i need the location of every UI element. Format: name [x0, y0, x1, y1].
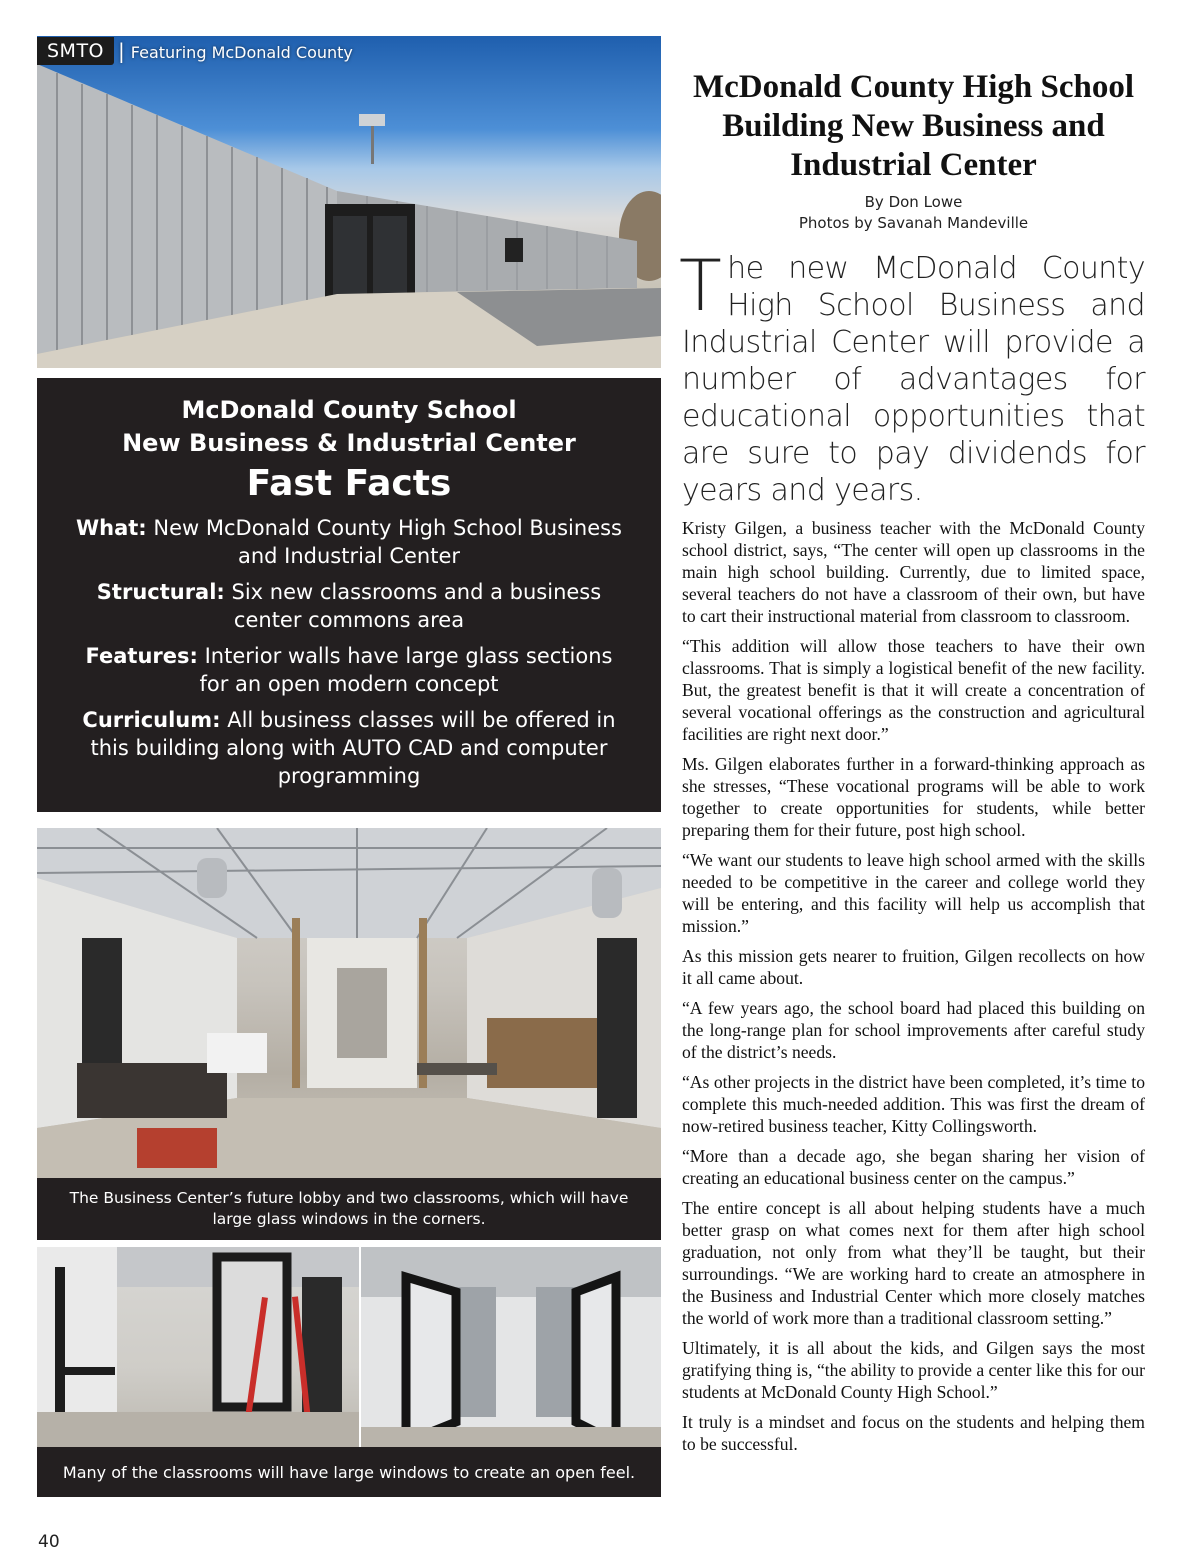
- fast-facts-title: Fast Facts: [246, 463, 452, 504]
- building-illustration: [37, 36, 661, 368]
- photo-credit: Photos by Savanah Mandeville: [798, 214, 1029, 232]
- article-lede: The new McDonald County High School Business and Industrial Center will provide a number of advantages for educational opportunities that are sure to pay dividends for years and years.: [679, 245, 1145, 508]
- section-feature: Featuring McDonald County: [130, 43, 353, 62]
- drop-cap: T: [679, 245, 722, 327]
- lobby-construction-photo: [37, 828, 661, 1178]
- lobby-photo-caption: The Business Center’s future lobby and two classrooms, which will have large glass windows in the corners.: [37, 1178, 661, 1240]
- article-byline: By Don Lowe: [864, 193, 963, 211]
- section-tag: SMTO: [37, 37, 114, 65]
- fact-curriculum: Curriculum: All business classes will be offered in this building along with AUTO CAD and computer programming: [82, 708, 616, 788]
- classroom-doors-photo: [361, 1247, 661, 1447]
- fast-facts-box: [37, 378, 661, 812]
- article-paragraph: Kristy Gilgen, a business teacher with the McDonald County school district, says, “The center will open up classrooms in the main high school building. Currently, due to limited space, several teachers do not have a classroom of their own, but have to cart their instructional material from classroom to classroom.: [682, 518, 1145, 626]
- fast-facts-heading-line2: New Business & Industrial Center: [122, 429, 576, 457]
- article-paragraph: “This addition will allow those teachers to have their own classrooms. That is simply a logistical benefit of the new facility. But, the greatest benefit is that it will create a concentration of several vocational offerings as the construction and agricultural facilities are right next door.”: [682, 636, 1145, 744]
- fact-features: Features: Interior walls have large glass sections for an open modern concept: [85, 644, 613, 696]
- article-paragraph: “We want our students to leave high school armed with the skills needed to be competitive in the career and college world they will be entering, and this facility will help us accomplish that mission.”: [682, 850, 1145, 936]
- classroom-ladder-photo: [37, 1247, 359, 1447]
- article-title: McDonald County High School Building New Business and Industrial Center: [693, 69, 1134, 183]
- article-paragraph: “A few years ago, the school board had placed this building on the long-range plan for school improvements after careful study of the district’s needs.: [682, 998, 1145, 1062]
- article-paragraph: Ultimately, it is all about the kids, and Gilgen says the most gratifying thing is, “the ability to provide a center like this for our students at McDonald County High School.”: [682, 1338, 1145, 1402]
- article-paragraph: “As other projects in the district have been completed, it’s time to complete this much-needed addition. This was first the dream of now-retired business teacher, Kitty Collingsworth.: [682, 1072, 1145, 1136]
- building-exterior-photo: [37, 36, 661, 368]
- article-paragraph: The entire concept is all about helping students have a much better grasp on what comes next for them after high school graduation, not only from what they’ll be taught, but their surroundings. “We are working hard to create an atmosphere in the Business and Industrial Center which more closely matches the world of work more than a traditional classroom setting.”: [682, 1198, 1145, 1328]
- article: [679, 68, 1145, 1455]
- article-paragraph: As this mission gets nearer to fruition, Gilgen recollects on how it all came about.: [682, 946, 1145, 988]
- fact-structural: Structural: Six new classrooms and a business center commons area: [96, 580, 602, 632]
- article-paragraph: “More than a decade ago, she began sharing her vision of creating an educational business center on the campus.”: [682, 1146, 1145, 1188]
- article-paragraph: Ms. Gilgen elaborates further in a forward-thinking approach as she stresses, “These vocational programs will be able to work together to create opportunities for students, while better preparing them for their future, post high school.: [682, 754, 1145, 840]
- fast-facts-heading-line1: McDonald County School: [181, 396, 517, 424]
- section-header: SMTO | Featuring McDonald County: [37, 36, 353, 66]
- article-paragraph: It truly is a mindset and focus on the students and helping them to be successful.: [682, 1412, 1145, 1454]
- page-number: 40: [38, 1532, 60, 1552]
- fact-what: What: New McDonald County High School Business and Industrial Center: [75, 516, 622, 568]
- classroom-photo-caption: Many of the classrooms will have large windows to create an open feel.: [37, 1447, 661, 1497]
